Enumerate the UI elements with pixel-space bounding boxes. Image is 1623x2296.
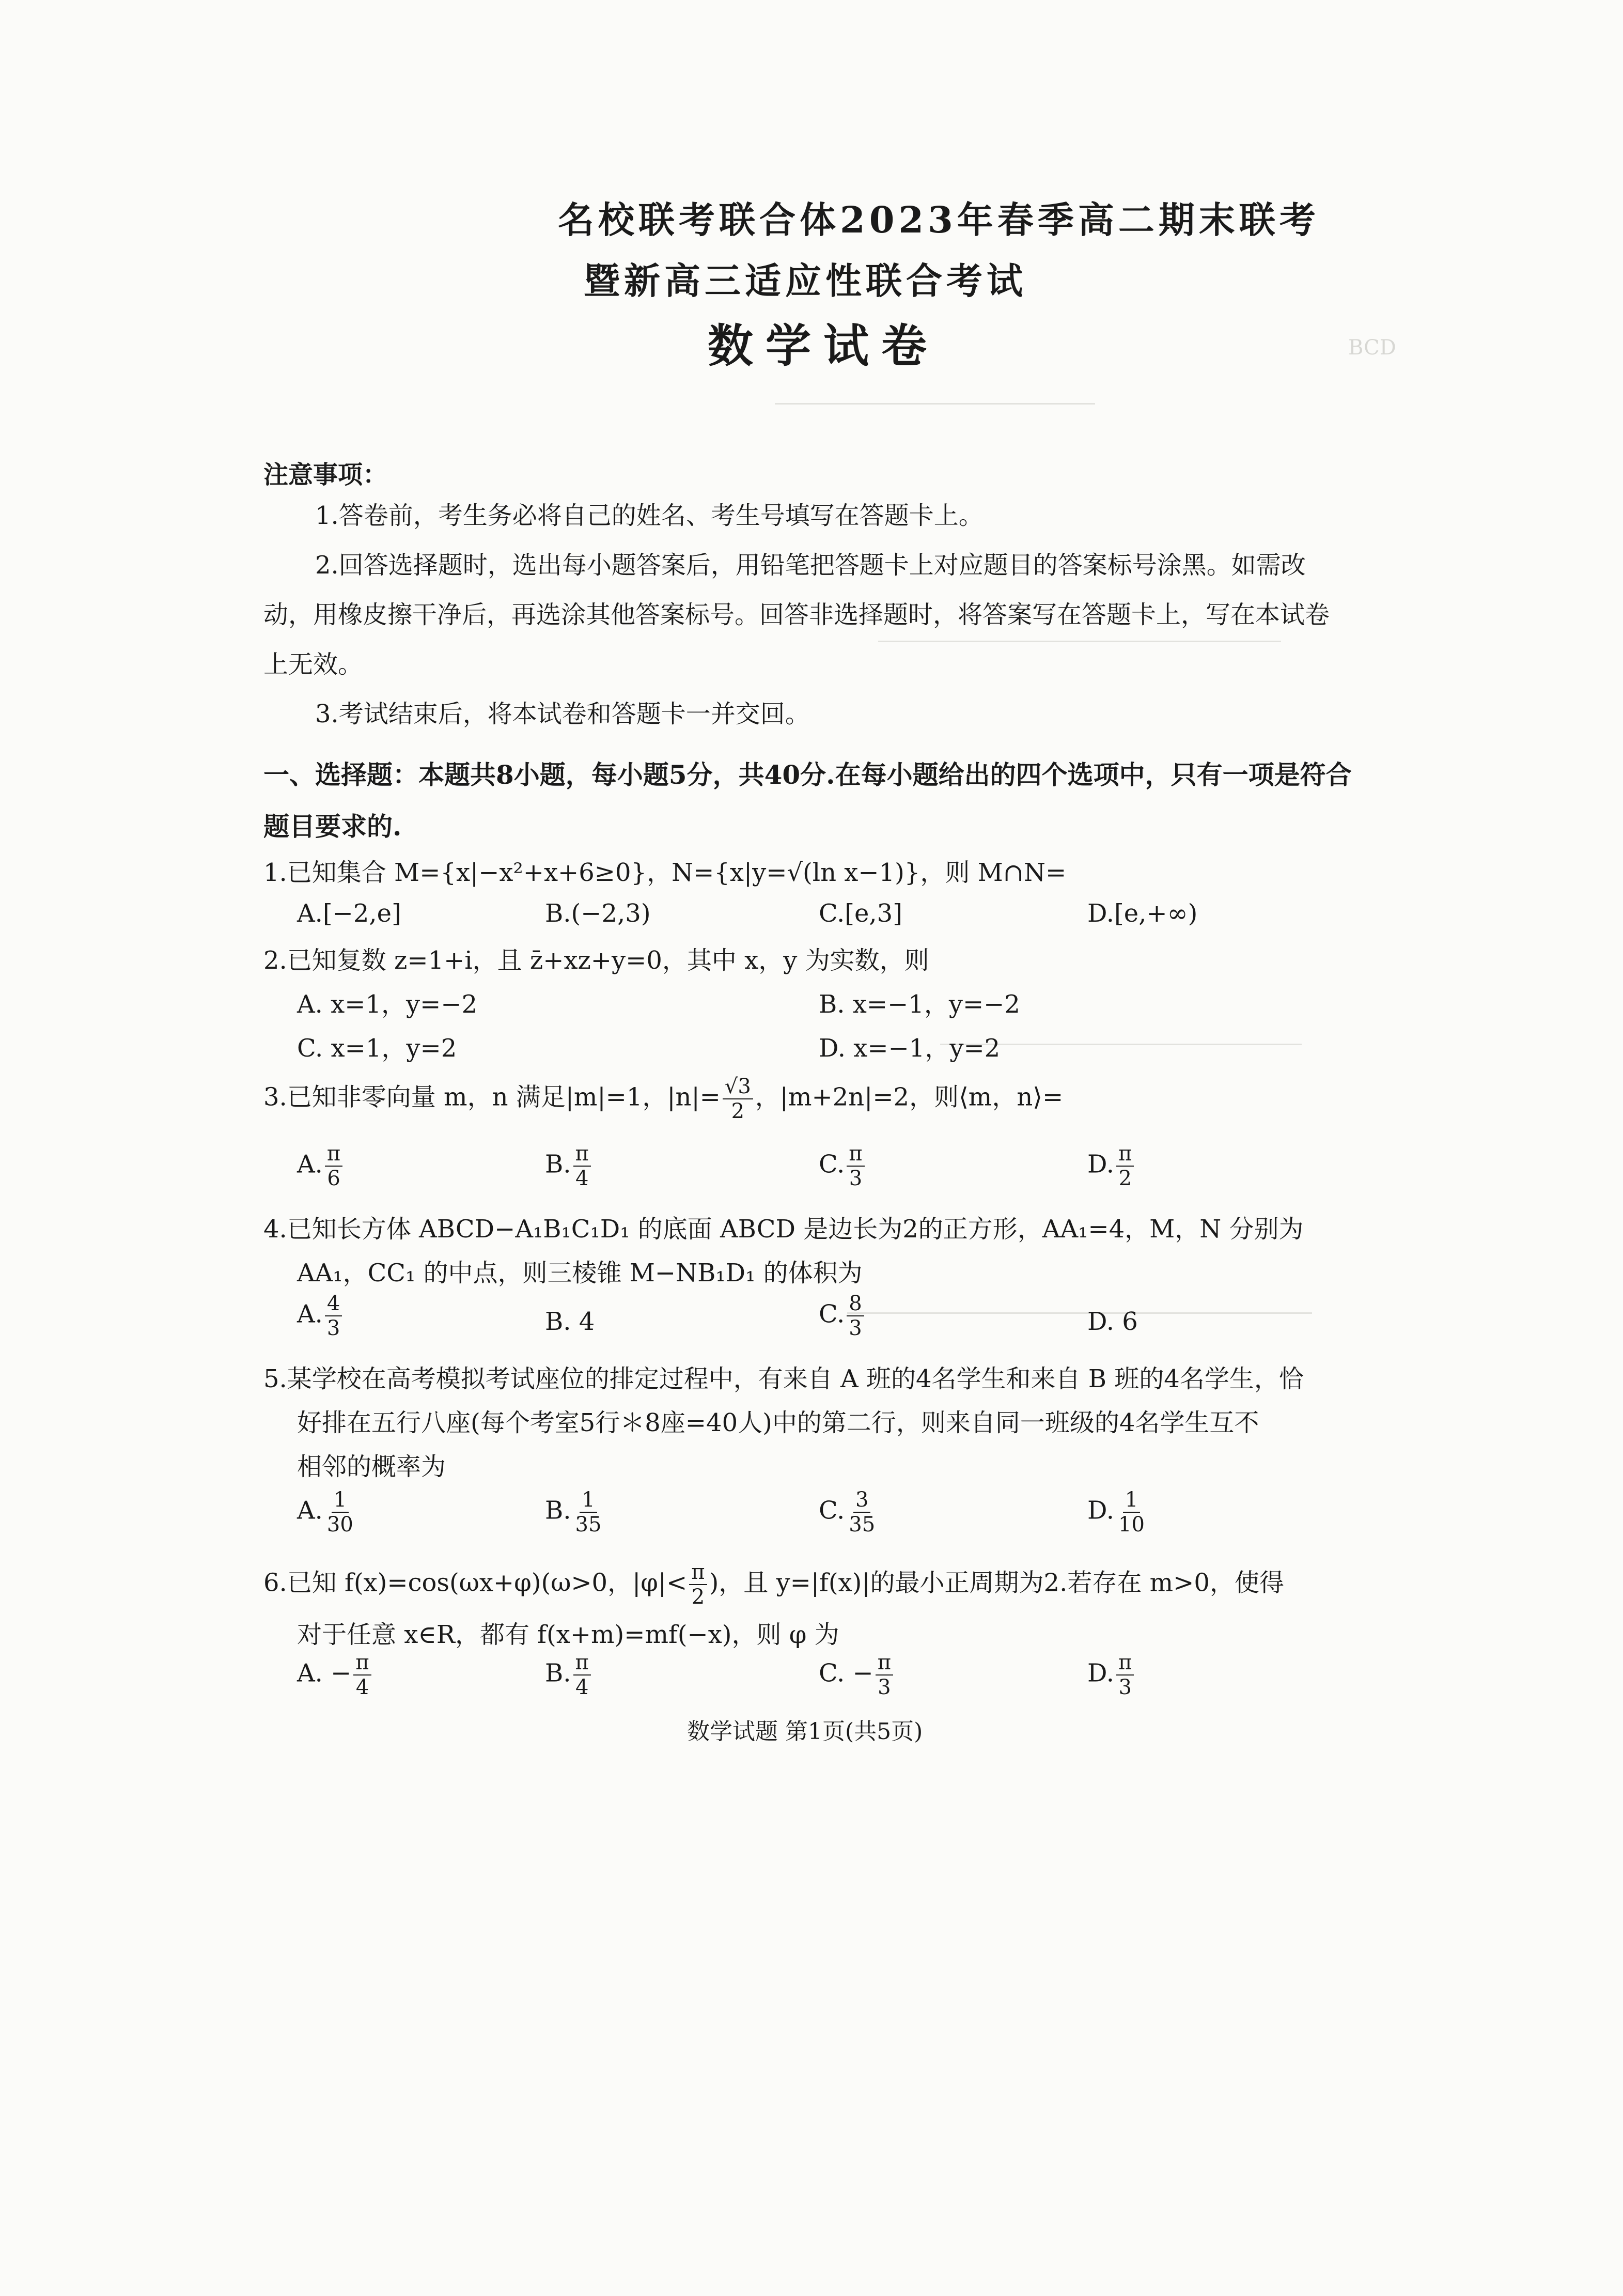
question-6-line-1-pre: 6.已知 f(x)=cos(ωx+φ)(ω>0，|φ|<	[263, 1568, 688, 1597]
option-fraction	[573, 1488, 604, 1537]
question-3-option-c	[819, 1142, 867, 1190]
option-label: B.	[545, 1658, 571, 1688]
fraction-denominator: 4	[575, 1167, 589, 1190]
fraction-numerator: 1	[332, 1488, 349, 1513]
exam-title: 名校联考联合体2023年春季高二期末联考	[558, 198, 1320, 241]
notice-item-1: 1.答卷前，考生务必将自己的姓名、考生号填写在答题卡上。	[315, 501, 984, 530]
option-label: D.	[1087, 1496, 1115, 1525]
question-6-line-1	[263, 1560, 1284, 1609]
fraction-numerator: √3	[723, 1075, 753, 1099]
question-3-fraction	[723, 1075, 753, 1123]
bleed-through-mark	[775, 403, 1095, 405]
question-5-option-c	[819, 1488, 879, 1537]
question-5-line-2: 好排在五行八座(每个考室5行＊8座=40人)中的第二行，则来自同一班级的4名学生互不	[297, 1408, 1259, 1437]
question-1-option-a: A.[−2,e]	[297, 899, 401, 928]
notice-heading: 注意事项：	[263, 460, 388, 489]
question-1-option-d: D.[e,+∞)	[1087, 899, 1198, 928]
fraction-numerator: π	[1116, 1651, 1134, 1676]
question-6-option-b	[545, 1651, 593, 1699]
fraction-denominator: 30	[326, 1513, 353, 1537]
question-2-option-d: D. x=−1，y=2	[819, 1034, 1001, 1063]
question-3-stem-post: ，|m+2n|=2，则⟨m，n⟩=	[755, 1082, 1064, 1112]
question-6-option-d	[1087, 1651, 1136, 1699]
question-6-fraction	[689, 1560, 707, 1609]
question-2-option-b: B. x=−1，y=−2	[819, 990, 1020, 1019]
notice-item-3: 3.考试结束后，将本试卷和答题卡一并交回。	[315, 700, 810, 728]
notice-item-2-line-1: 2.回答选择题时，选出每小题答案后，用铅笔把答题卡上对应题目的答案标号涂黑。如需改	[315, 551, 1306, 580]
fraction-numerator: π	[1116, 1142, 1134, 1167]
fraction-numerator: π	[573, 1651, 591, 1676]
option-fraction	[353, 1651, 371, 1699]
fraction-denominator: 4	[575, 1676, 589, 1699]
question-4-option-b: B. 4	[545, 1307, 595, 1336]
fraction-numerator: 3	[853, 1488, 870, 1513]
fraction-numerator: π	[689, 1560, 707, 1585]
question-4-line-1: 4.已知长方体 ABCD−A₁B₁C₁D₁ 的底面 ABCD 是边长为2的正方形，AA₁=4，M，N 分别为	[263, 1215, 1304, 1244]
bleed-through-text: BCD	[1348, 336, 1396, 360]
fraction-denominator: 35	[575, 1513, 602, 1537]
question-1-option-b: B.(−2,3)	[545, 899, 651, 928]
option-label: C.	[819, 1299, 845, 1329]
question-3-option-b	[545, 1142, 593, 1190]
fraction-numerator: 4	[325, 1292, 342, 1316]
option-fraction	[573, 1651, 591, 1699]
question-2-option-c: C. x=1，y=2	[297, 1034, 457, 1063]
paper-title: 数学试卷	[708, 319, 940, 373]
option-label: B.	[545, 1496, 571, 1525]
exam-subtitle: 暨新高三适应性联合考试	[584, 259, 1027, 302]
fraction-denominator: 3	[849, 1167, 863, 1190]
bleed-through-mark	[847, 1312, 1312, 1314]
option-fraction	[847, 1488, 877, 1537]
option-label: C.	[819, 1496, 845, 1525]
option-fraction	[1116, 1488, 1147, 1537]
question-2-stem: 2.已知复数 z=1+i，且 z̄+xz+y=0，其中 x，y 为实数，则	[263, 946, 929, 975]
bleed-through-mark	[878, 641, 1281, 642]
question-4-option-c	[819, 1292, 866, 1340]
notice-item-2-line-2: 动，用橡皮擦干净后，再选涂其他答案标号。回答非选择题时，将答案写在答题卡上，写在本试卷	[263, 600, 1330, 629]
fraction-denominator: 2	[691, 1585, 705, 1609]
fraction-numerator: π	[325, 1142, 342, 1167]
fraction-denominator: 3	[849, 1316, 862, 1340]
fraction-denominator: 3	[878, 1676, 891, 1699]
question-6-line-2: 对于任意 x∈R，都有 f(x+m)=mf(−x)，则 φ 为	[297, 1620, 839, 1649]
option-fraction	[1116, 1651, 1134, 1699]
option-fraction	[847, 1142, 864, 1190]
page-footer: 数学试题 第1页(共5页)	[687, 1718, 923, 1745]
option-label: A.	[297, 1299, 323, 1329]
fraction-denominator: 10	[1118, 1513, 1145, 1537]
question-4-option-d: D. 6	[1087, 1307, 1138, 1336]
question-4-line-2: AA₁，CC₁ 的中点，则三棱锥 M−NB₁D₁ 的体积为	[297, 1259, 863, 1287]
option-label: A.	[297, 1496, 323, 1525]
question-3-stem-pre: 3.已知非零向量 m，n 满足|m|=1，|n|=	[263, 1082, 721, 1112]
option-fraction	[325, 1488, 355, 1537]
question-5-line-3: 相邻的概率为	[297, 1452, 446, 1481]
fraction-numerator: π	[847, 1142, 864, 1167]
fraction-denominator: 6	[327, 1167, 340, 1190]
fraction-denominator: 3	[1118, 1676, 1132, 1699]
option-label: A.	[297, 1150, 323, 1179]
question-3-stem	[263, 1075, 1063, 1123]
option-fraction	[325, 1142, 342, 1190]
option-fraction	[1116, 1142, 1134, 1190]
question-3-option-a	[297, 1142, 345, 1190]
fraction-numerator: π	[876, 1651, 893, 1676]
option-fraction	[847, 1292, 864, 1340]
option-fraction	[876, 1651, 893, 1699]
option-label: D.	[1087, 1658, 1115, 1688]
option-label: C.	[819, 1150, 845, 1179]
fraction-numerator: π	[353, 1651, 371, 1676]
question-3-option-d	[1087, 1142, 1136, 1190]
fraction-denominator: 3	[326, 1316, 340, 1340]
fraction-denominator: 2	[731, 1099, 745, 1123]
question-6-line-1-post: )，且 y=|f(x)|的最小正周期为2.若存在 m>0，使得	[709, 1568, 1284, 1597]
question-2-option-a: A. x=1，y=−2	[297, 990, 478, 1019]
option-label: D.	[1087, 1150, 1115, 1179]
fraction-numerator: 8	[847, 1292, 864, 1316]
question-1-stem: 1.已知集合 M={x|−x²+x+6≥0}，N={x|y=√(ln x−1)}，则 M∩N=	[263, 858, 1067, 887]
option-fraction	[325, 1292, 342, 1340]
section-heading-line-1: 一、选择题：本题共8小题，每小题5分，共40分.在每小题给出的四个选项中，只有一项是符合	[263, 759, 1352, 790]
notice-item-2-line-3: 上无效。	[263, 650, 363, 679]
fraction-denominator: 35	[849, 1513, 876, 1537]
question-5-option-d	[1087, 1488, 1149, 1537]
fraction-numerator: 1	[1123, 1488, 1140, 1513]
question-5-line-1: 5.某学校在高考模拟考试座位的排定过程中，有来自 A 班的4名学生和来自 B 班的4名学生，恰	[263, 1364, 1304, 1393]
option-label: A. −	[297, 1658, 352, 1688]
fraction-numerator: π	[573, 1142, 591, 1167]
fraction-denominator: 2	[1118, 1167, 1132, 1190]
option-label: B.	[545, 1150, 571, 1179]
section-heading	[263, 749, 1364, 852]
question-4-option-a	[297, 1292, 344, 1340]
question-1-option-c: C.[e,3]	[819, 899, 902, 928]
question-5-option-a	[297, 1488, 357, 1537]
question-6-option-c	[819, 1651, 895, 1699]
option-fraction	[573, 1142, 591, 1190]
fraction-denominator: 4	[355, 1676, 369, 1699]
question-5-option-b	[545, 1488, 605, 1537]
option-label: C. −	[819, 1658, 873, 1688]
fraction-numerator: 1	[580, 1488, 597, 1513]
question-6-option-a	[297, 1651, 373, 1699]
section-heading-line-2: 题目要求的.	[263, 811, 402, 842]
